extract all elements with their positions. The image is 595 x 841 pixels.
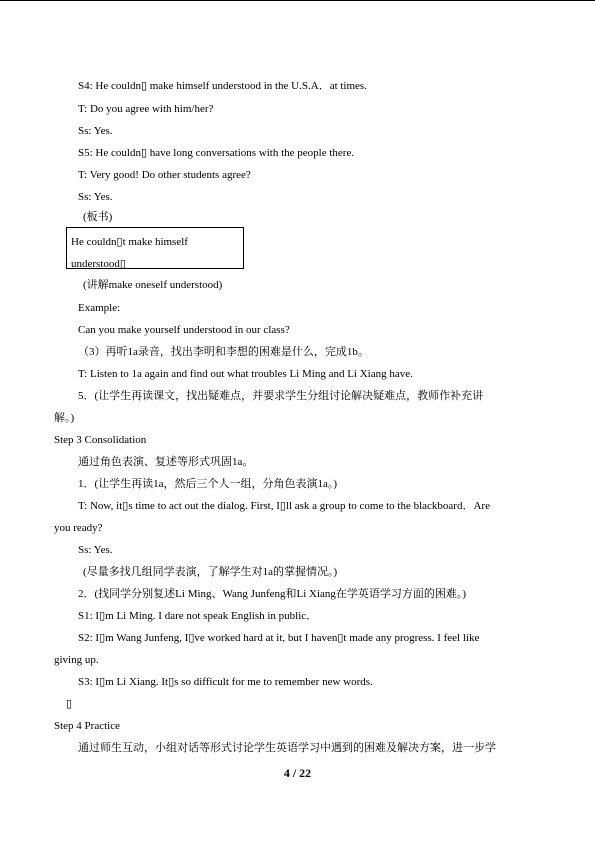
- dialog-line-ss: Ss: Yes.: [78, 191, 113, 203]
- dialog-line-t: you ready?: [54, 522, 103, 534]
- instruction-paragraph: 2．(找同学分别复述Li Ming、Wang Junfeng和Li Xiang在学英语学习方面的困难。): [78, 588, 467, 600]
- dialog-line-s5: S5: He couldn▯ have long conversations with the people there.: [78, 147, 355, 159]
- dialog-line-ss: Ss: Yes.: [78, 125, 113, 137]
- blackboard-line: understood▯: [71, 258, 126, 270]
- dialog-line-t: T: Do you agree with him/her?: [78, 103, 214, 115]
- instruction-paragraph: 5．(让学生再读课文，找出疑难点，并要求学生分组讨论解决疑难点，教师作补充讲: [78, 390, 484, 402]
- header-rule: [0, 0, 595, 1]
- page-number: 4 / 22: [283, 766, 312, 780]
- instruction-paragraph: (尽量多找几组同学表演，了解学生对1a的掌握情况。): [83, 566, 338, 578]
- dialog-line-s2: giving up.: [54, 654, 99, 666]
- step-heading: Step 4 Practice: [54, 720, 120, 732]
- step-description: 通过角色表演、复述等形式巩固1a。: [78, 456, 254, 468]
- blackboard-box: [66, 227, 244, 269]
- instruction-paragraph: 1．(让学生再读1a，然后三个人一组，分角色表演1a。): [78, 478, 338, 490]
- instruction-paragraph: （3）再听1a录音，找出李明和李想的困难是什么，完成1b。: [78, 346, 369, 358]
- placeholder-glyph: ▯: [66, 698, 73, 710]
- step-heading: Step 3 Consolidation: [54, 434, 147, 446]
- blackboard-note: (板书): [83, 211, 113, 223]
- blackboard-line: He couldn▯t make himself: [71, 236, 188, 248]
- dialog-line-s3: S3: I▯m Li Xiang. It▯s so difficult for me to remember new words.: [78, 676, 373, 688]
- dialog-line-s4: S4: He couldn▯ make himself understood in the U.S.A．at times.: [78, 80, 367, 92]
- dialog-line-ss: Ss: Yes.: [78, 544, 113, 556]
- step-description: 通过师生互动，小组对话等形式讨论学生英语学习中遇到的困难及解决方案，进一步学: [78, 742, 496, 754]
- dialog-line-t: T: Listen to 1a again and find out what troubles Li Ming and Li Xiang have.: [78, 368, 413, 380]
- instruction-paragraph: 解。): [54, 412, 75, 424]
- dialog-line-s1: S1: I▯m Li Ming. I dare not speak English in public．: [78, 610, 318, 622]
- explanation-note: (讲解make oneself understood): [83, 279, 223, 291]
- example-heading: Example:: [78, 302, 121, 314]
- dialog-line-t: T: Now, it▯s time to act out the dialog. First, I▯ll ask a group to come to the blackboard．Are: [78, 500, 490, 512]
- example-sentence: Can you make yourself understood in our class?: [78, 324, 290, 336]
- dialog-line-s2: S2: I▯m Wang Junfeng, I▯ve worked hard at it, but I haven▯t made any progress. I feel like: [78, 632, 480, 644]
- dialog-line-t: T: Very good! Do other students agree?: [78, 169, 251, 181]
